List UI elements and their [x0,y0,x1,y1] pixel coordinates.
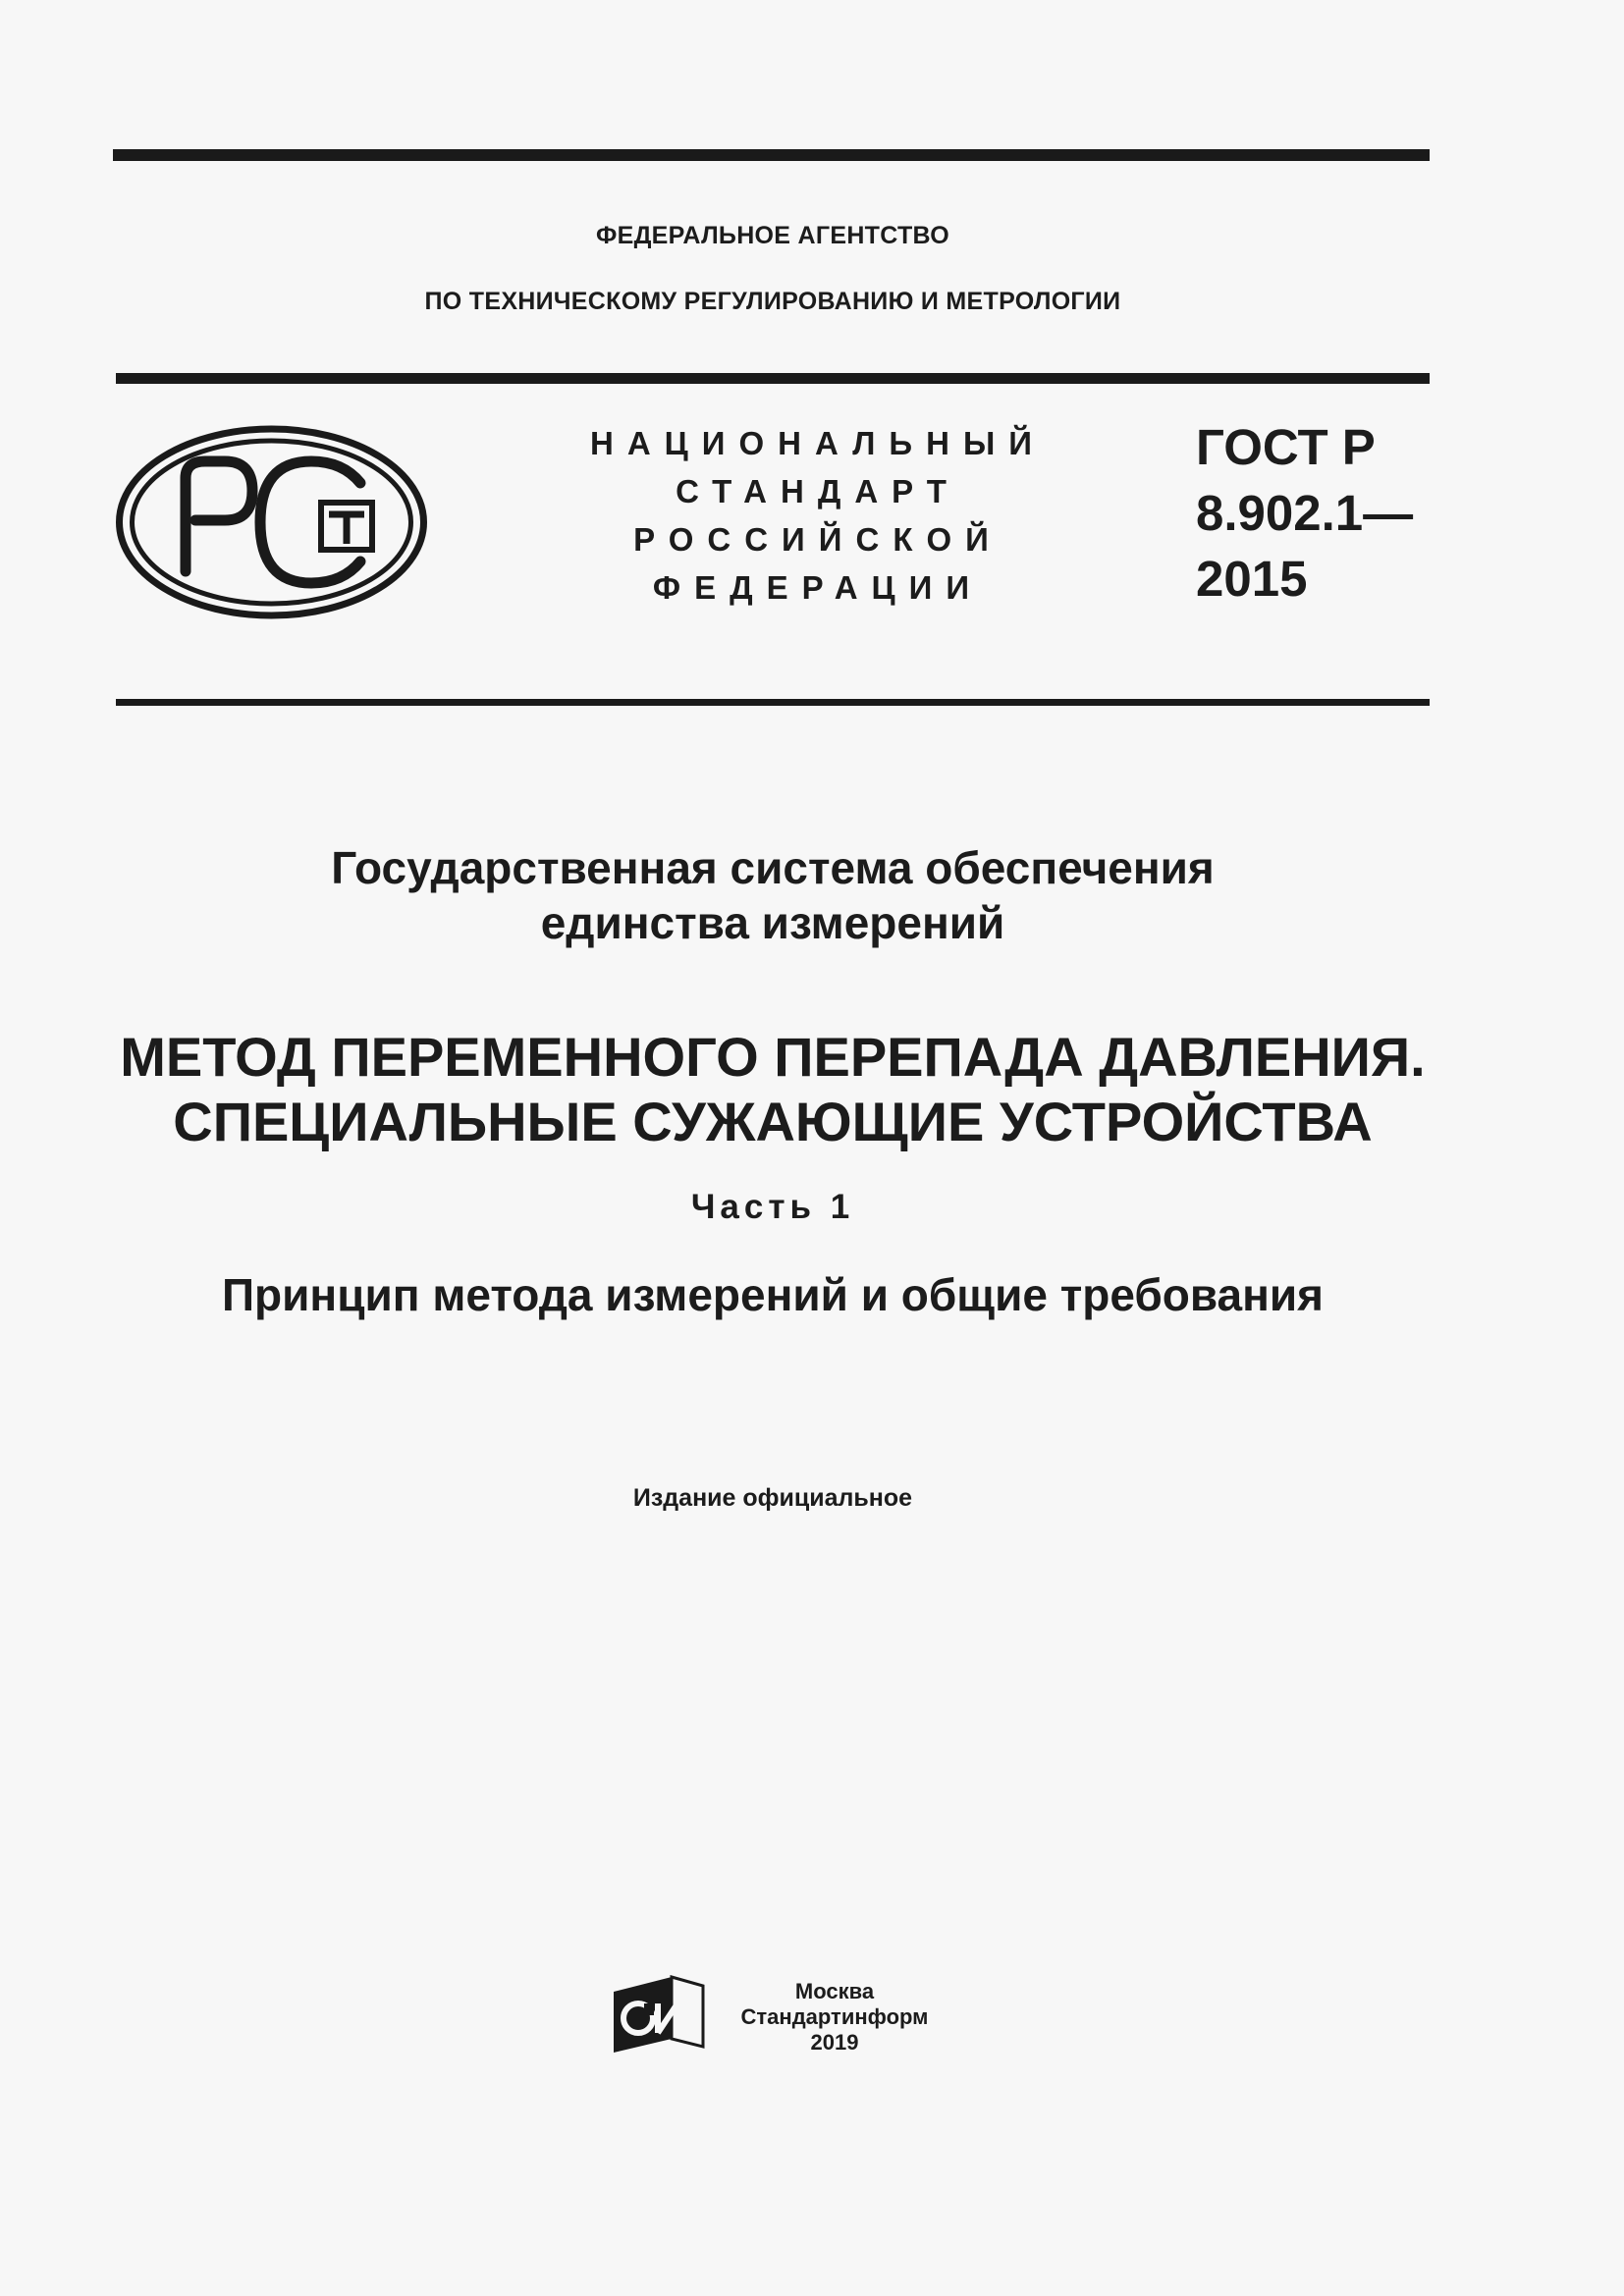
publisher-name: Стандартинформ [740,2004,929,2029]
edition-label: Издание официальное [632,1484,913,1512]
designation-line-2: 8.902.1— [1196,485,1414,541]
top-rule [113,149,1430,161]
system-title-line-1: Государственная система обеспечения [331,842,1215,893]
designation-line-1: ГОСТ Р [1196,419,1376,475]
publisher-year: 2019 [810,2030,859,2055]
designation-line-3: 2015 [1196,551,1308,607]
pct-logo [115,424,428,620]
system-title-line-2: единства измерений [540,897,1005,948]
standard-type [587,419,1049,612]
standard-type-line-1: НАЦИОНАЛЬНЫЙ [590,425,1046,461]
main-title-line-2: СПЕЦИАЛЬНЫЕ СУЖАЮЩИЕ УСТРОЙСТВА [173,1091,1373,1152]
part-number: Часть 1 [690,1188,855,1226]
standard-type-line-3: РОССИЙСКОЙ [633,521,1002,558]
middle-rule [116,373,1430,384]
part-subtitle: Принцип метода измерений и общие требования [221,1269,1325,1320]
standard-designation [1196,414,1413,612]
main-title-line-1: МЕТОД ПЕРЕМЕННОГО ПЕРЕПАДА ДАВЛЕНИЯ. [120,1026,1426,1088]
standard-type-line-2: СТАНДАРТ [676,473,960,509]
publisher-city: Москва [794,1979,875,2003]
agency-line-1: ФЕДЕРАЛЬНОЕ АГЕНТСТВО [595,222,950,249]
lower-rule [116,699,1430,706]
standard-type-line-4: ФЕДЕРАЦИИ [652,569,984,606]
agency-line-2: ПО ТЕХНИЧЕСКОМУ РЕГУЛИРОВАНИЮ И МЕТРОЛОГИИ [424,288,1121,315]
